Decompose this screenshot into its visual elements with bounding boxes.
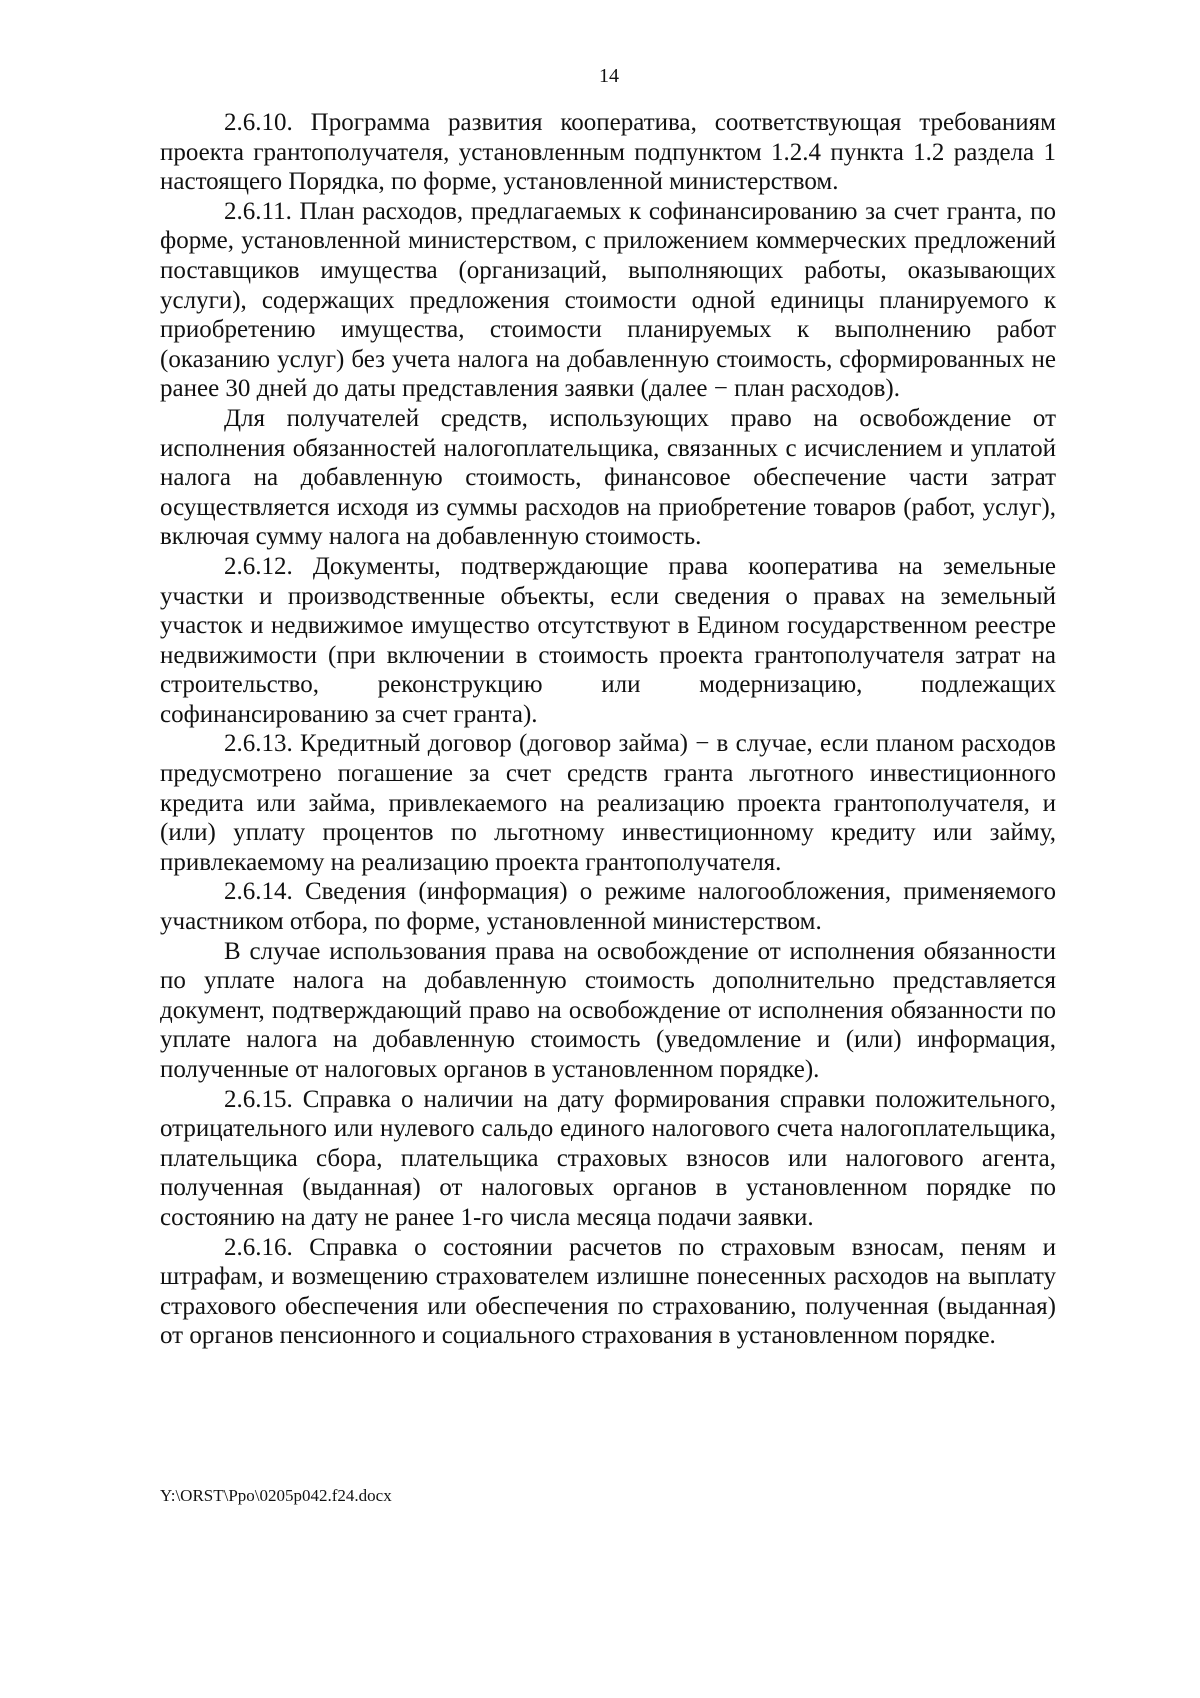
paragraph-vat-exemption-note: Для получателей средств, использующих право на освобождение от исполнения обязанностей налогоплательщика, связанных с исчислением и уплатой налога на добавленную стоимость, финансовое обеспечение части затрат осуществляется исходя из суммы расходов на приобретение товаров (работ, услуг), включая сумму налога на добавленную стоимость.	[160, 404, 1056, 551]
paragraph-2-6-15: 2.6.15. Справка о наличии на дату формирования справки положительного, отрицательного или нулевого сальдо единого налогового счета налогоплательщика, плательщика сбора, плательщика страховых взносов или налогового агента, полученная (выданная) от налоговых органов в установленном порядке по состоянию на дату не ранее 1-го числа месяца подачи заявки.	[160, 1085, 1056, 1231]
paragraph-2-6-13: 2.6.13. Кредитный договор (договор займа) − в случае, если планом расходов предусмотрено погашение за счет средств гранта льготного инвестиционного кредита или займа, привлекаемого на реализацию проекта грантополучателя, и (или) уплату процентов по льготному инвестиционному кредиту или займу, привлекаемому на реализацию проекта грантополучателя.	[160, 730, 1056, 876]
footer-file-path: Y:\ORST\Ppo\0205p042.f24.docx	[160, 1486, 392, 1505]
paragraph-2-6-16: 2.6.16. Справка о состоянии расчетов по страховым взносам, пеням и штрафам, и возмещению страхователем излишне понесенных расходов на выплату страхового обеспечения или обеспечения по страхованию, полученная (выданная) от органов пенсионного и социального страхования в установленном порядке.	[160, 1233, 1056, 1350]
page-number: 14	[599, 65, 619, 87]
paragraph-2-6-12: 2.6.12. Документы, подтверждающие права кооператива на земельные участки и производственные объекты, если сведения о правах на земельный участок и недвижимое имущество отсутствуют в Едином государственном реестре недвижимости (при включении в стоимость проекта грантополучателя затрат на строительство, реконструкцию или модернизацию, подлежащих софинансированию за счет гранта).	[160, 552, 1056, 728]
paragraph-2-6-14: 2.6.14. Сведения (информация) о режиме налогообложения, применяемого участником отбора, по форме, установленной министерством.	[160, 878, 1056, 936]
paragraph-2-6-11: 2.6.11. План расходов, предлагаемых к софинансированию за счет гранта, по форме, установленной министерством, с приложением коммерческих предложений поставщиков имущества (организаций, выполняющих работы, оказывающих услуги), содержащих предложения стоимости одной единицы планируемого к приобретению имущества, стоимости планируемых к выполнению работ (оказанию услуг) без учета налога на добавленную стоимость, сформированных не ранее 30 дней до даты представления заявки (далее − план расходов).	[160, 197, 1056, 403]
paragraph-2-6-10: 2.6.10. Программа развития кооператива, соответствующая требованиям проекта грантополучателя, установленным подпунктом 1.2.4 пункта 1.2 раздела 1 настоящего Порядка, по форме, установленной министерством.	[160, 109, 1056, 196]
document-body	[160, 108, 1056, 1351]
paragraph-vat-exemption-document: В случае использования права на освобождение от исполнения обязанности по уплате налога на добавленную стоимость дополнительно представляется документ, подтверждающий право на освобождение от исполнения обязанности по уплате налога на добавленную стоимость (уведомление и (или) информация, полученные от налоговых органов в установленном порядке).	[160, 937, 1056, 1083]
